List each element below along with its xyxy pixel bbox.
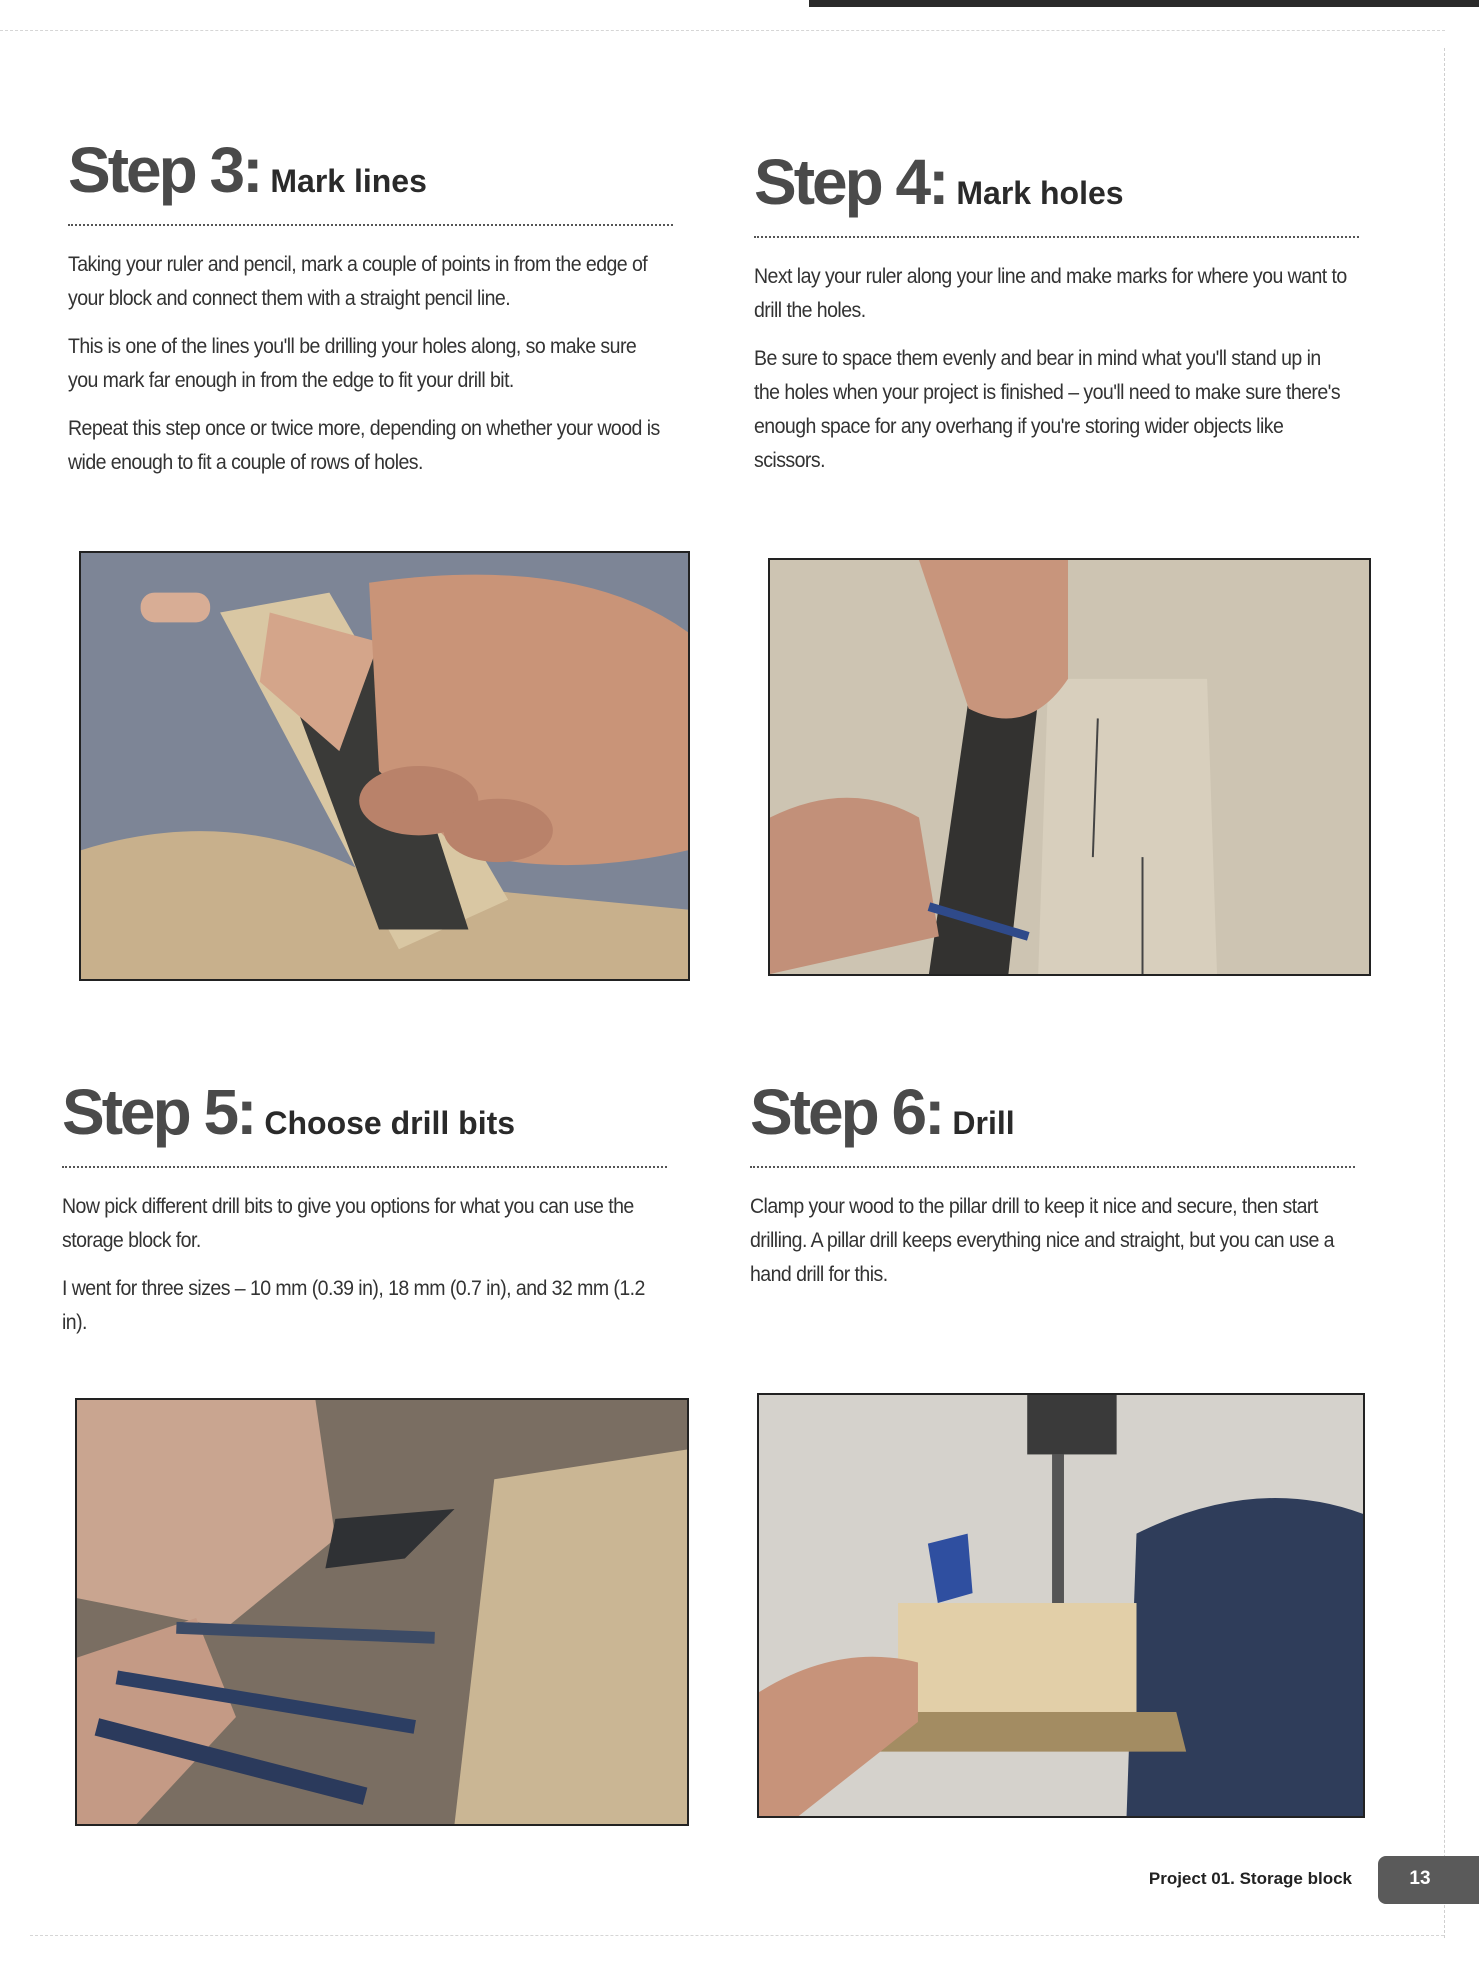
step-6-title: Drill [952,1105,1015,1141]
step-5-paragraph: Now pick different drill bits to give you options for what you can use the storage block for. [62,1195,634,1252]
step-5-section [62,1076,672,1340]
step-6-number: Step 6: [750,1076,943,1148]
step-6-paragraph: Clamp your wood to the pillar drill to keep it nice and secure, then start drilling. A pillar drill keeps everything nice and straight, but you can use a hand drill for this. [750,1195,1334,1286]
step-6-divider [750,1166,1355,1168]
top-edge-bar [809,0,1479,7]
step-5-title: Choose drill bits [264,1105,516,1141]
step-4-divider [754,236,1359,238]
step-6-heading [750,1076,1360,1148]
step-4-number: Step 4: [754,146,947,218]
step-3-section [68,134,678,480]
page-top-guide [0,30,1445,31]
step-5-number: Step 5: [62,1076,255,1148]
step-4-heading [754,146,1364,218]
step-4-paragraph: Be sure to space them evenly and bear in mind what you'll stand up in the holes when your project is finished – you'll need to make sure there's enough space for any overhang if you're storing wider objects like scissors. [754,347,1341,472]
step-4-photo [768,558,1371,976]
step-5-photo [75,1398,689,1826]
page-bottom-guide [30,1935,1444,1936]
step-5-heading [62,1076,672,1148]
step-3-paragraph: Repeat this step once or twice more, depending on whether your wood is wide enough to fit a couple of rows of holes. [68,417,660,474]
step-3-photo [79,551,690,981]
step-3-number: Step 3: [68,134,261,206]
footer-project-label: Project 01. Storage block [1148,1869,1352,1888]
step-4-section [754,146,1364,478]
step-5-paragraph: I went for three sizes – 10 mm (0.39 in), 18 mm (0.7 in), and 32 mm (1.2 in). [62,1277,645,1334]
step-3-heading [68,134,678,206]
step-5-divider [62,1166,667,1168]
page-right-guide [1444,48,1445,1938]
page-number-tab [1378,1856,1479,1904]
step-3-divider [68,224,673,226]
step-3-paragraph: This is one of the lines you'll be drilling your holes along, so make sure you mark far enough in from the edge to fit your drill bit. [68,335,637,392]
page-number: 13 [1409,1868,1431,1889]
step-3-paragraph: Taking your ruler and pencil, mark a couple of points in from the edge of your block and connect them with a straight pencil line. [68,253,648,310]
step-4-paragraph: Next lay your ruler along your line and make marks for where you want to drill the holes. [754,265,1347,322]
step-6-photo [757,1393,1365,1818]
step-3-title: Mark lines [270,163,427,199]
step-6-section [750,1076,1360,1292]
step-4-title: Mark holes [956,175,1124,211]
